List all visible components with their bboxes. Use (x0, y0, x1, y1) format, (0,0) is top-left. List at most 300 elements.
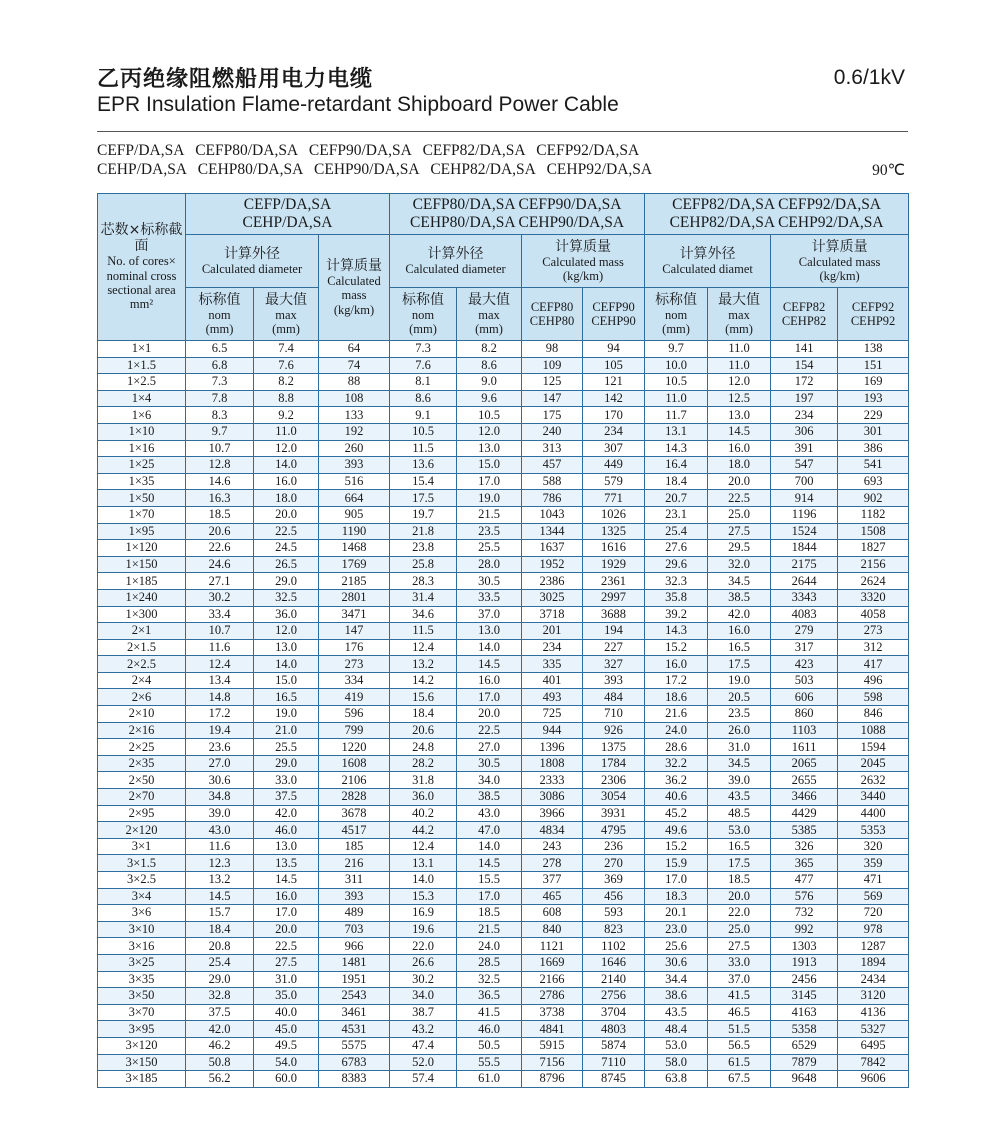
table-row (98, 407, 909, 424)
table-cell: 3718 (522, 606, 583, 623)
table-cell: 2655 (771, 772, 838, 789)
table-cell: 10.5 (645, 374, 708, 391)
table-cell: 11.0 (708, 357, 771, 374)
table-cell: 36.5 (457, 988, 522, 1005)
table-row (98, 888, 909, 905)
table-cell: 2045 (838, 755, 909, 772)
table-cell: 20.1 (645, 905, 708, 922)
table-cell: 176 (319, 639, 390, 656)
table-row (98, 440, 909, 457)
table-cell: 27.5 (254, 954, 319, 971)
table-cell: 53.0 (708, 822, 771, 839)
table-cell: 359 (838, 855, 909, 872)
table-cell: 25.8 (390, 556, 457, 573)
row-label-cell: 1×95 (98, 523, 186, 540)
table-cell: 13.0 (254, 639, 319, 656)
table-cell: 13.1 (390, 855, 457, 872)
table-cell: 32.3 (645, 573, 708, 590)
table-cell: 31.8 (390, 772, 457, 789)
table-cell: 15.6 (390, 689, 457, 706)
table-cell: 34.6 (390, 606, 457, 623)
table-cell: 732 (771, 905, 838, 922)
table-cell: 29.5 (708, 540, 771, 557)
table-cell: 14.5 (457, 855, 522, 872)
table-row (98, 540, 909, 557)
table-cell: 142 (583, 390, 645, 407)
table-cell: 43.0 (457, 805, 522, 822)
table-cell: 10.0 (645, 357, 708, 374)
table-cell: 25.5 (457, 540, 522, 557)
table-cell: 720 (838, 905, 909, 922)
table-cell: 193 (838, 390, 909, 407)
table-cell: 13.2 (390, 656, 457, 673)
table-row (98, 772, 909, 789)
table-cell: 94 (583, 341, 645, 358)
table-cell: 45.0 (254, 1021, 319, 1038)
table-cell: 588 (522, 473, 583, 490)
table-cell: 169 (838, 374, 909, 391)
table-cell: 11.7 (645, 407, 708, 424)
row-label-cell: 1×10 (98, 423, 186, 440)
table-cell: 2175 (771, 556, 838, 573)
table-cell: 1481 (319, 954, 390, 971)
table-cell: 1894 (838, 954, 909, 971)
table-cell: 7879 (771, 1054, 838, 1071)
table-cell: 703 (319, 921, 390, 938)
table-cell: 2306 (583, 772, 645, 789)
table-cell: 20.0 (708, 888, 771, 905)
table-cell: 13.0 (457, 623, 522, 640)
table-cell: 2185 (319, 573, 390, 590)
table-cell: 6783 (319, 1054, 390, 1071)
header-max-3: 最大值 max (mm) (708, 288, 771, 341)
table-cell: 141 (771, 341, 838, 358)
table-cell: 29.0 (254, 573, 319, 590)
table-cell: 2333 (522, 772, 583, 789)
table-cell: 1102 (583, 938, 645, 955)
table-cell: 393 (583, 672, 645, 689)
table-cell: 16.0 (708, 623, 771, 640)
table-cell: 3466 (771, 789, 838, 806)
table-cell: 14.0 (390, 872, 457, 889)
table-cell: 11.0 (708, 341, 771, 358)
table-row (98, 971, 909, 988)
table-cell: 16.5 (708, 838, 771, 855)
table-cell: 579 (583, 473, 645, 490)
table-cell: 17.0 (254, 905, 319, 922)
model-list-line-1: CEFP/DA,SA CEFP80/DA,SA CEFP90/DA,SA CEFP82/DA,SA CEFP92/DA,SA (97, 142, 640, 159)
table-cell: 151 (838, 357, 909, 374)
table-cell: 21.5 (457, 506, 522, 523)
table-cell: 33.4 (186, 606, 254, 623)
table-cell: 40.6 (645, 789, 708, 806)
row-label-cell: 1×150 (98, 556, 186, 573)
table-cell: 48.4 (645, 1021, 708, 1038)
row-label-cell: 1×1 (98, 341, 186, 358)
table-cell: 34.0 (457, 772, 522, 789)
table-cell: 1784 (583, 755, 645, 772)
table-cell: 229 (838, 407, 909, 424)
table-cell: 978 (838, 921, 909, 938)
table-cell: 49.6 (645, 822, 708, 839)
table-cell: 19.0 (254, 706, 319, 723)
table-cell: 15.7 (186, 905, 254, 922)
table-cell: 13.4 (186, 672, 254, 689)
row-label-cell: 3×1.5 (98, 855, 186, 872)
table-cell: 18.0 (254, 490, 319, 507)
table-cell: 902 (838, 490, 909, 507)
table-cell: 1344 (522, 523, 583, 540)
table-cell: 40.2 (390, 805, 457, 822)
table-cell: 52.0 (390, 1054, 457, 1071)
table-cell: 2106 (319, 772, 390, 789)
table-cell: 25.0 (708, 921, 771, 938)
table-cell: 19.0 (708, 672, 771, 689)
table-cell: 9.2 (254, 407, 319, 424)
table-cell: 15.3 (390, 888, 457, 905)
table-cell: 393 (319, 888, 390, 905)
table-cell: 5915 (522, 1037, 583, 1054)
table-cell: 1608 (319, 755, 390, 772)
table-cell: 2624 (838, 573, 909, 590)
model-list-line-2: CEHP/DA,SA CEHP80/DA,SA CEHP90/DA,SA CEHP82/DA,SA CEHP92/DA,SA (97, 161, 653, 178)
table-cell: 38.6 (645, 988, 708, 1005)
table-row (98, 1021, 909, 1038)
table-cell: 12.0 (254, 623, 319, 640)
table-cell: 47.4 (390, 1037, 457, 1054)
table-cell: 14.3 (645, 440, 708, 457)
table-cell: 3440 (838, 789, 909, 806)
table-cell: 34.5 (708, 573, 771, 590)
row-label-cell: 3×35 (98, 971, 186, 988)
table-cell: 2361 (583, 573, 645, 590)
table-cell: 14.5 (186, 888, 254, 905)
table-cell: 41.5 (457, 1004, 522, 1021)
table-cell: 43.5 (645, 1004, 708, 1021)
row-label-cell: 3×25 (98, 954, 186, 971)
table-cell: 20.7 (645, 490, 708, 507)
table-cell: 25.6 (645, 938, 708, 955)
table-cell: 2644 (771, 573, 838, 590)
table-cell: 320 (838, 838, 909, 855)
table-cell: 20.8 (186, 938, 254, 955)
table-cell: 19.6 (390, 921, 457, 938)
row-label-cell: 2×16 (98, 722, 186, 739)
table-cell: 606 (771, 689, 838, 706)
table-cell: 569 (838, 888, 909, 905)
table-cell: 608 (522, 905, 583, 922)
table-cell: 417 (838, 656, 909, 673)
table-cell: 18.4 (645, 473, 708, 490)
row-label-cell: 3×185 (98, 1071, 186, 1088)
header-calc-diameter-3: 计算外径 Calculated diamet (645, 235, 771, 288)
header-calc-diameter-1: 计算外径 Calculated diameter (186, 235, 319, 288)
table-cell: 914 (771, 490, 838, 507)
table-cell: 67.5 (708, 1071, 771, 1088)
table-cell: 1827 (838, 540, 909, 557)
table-cell: 22.5 (457, 722, 522, 739)
table-cell: 273 (319, 656, 390, 673)
table-cell: 3461 (319, 1004, 390, 1021)
table-cell: 22.0 (708, 905, 771, 922)
table-cell: 306 (771, 423, 838, 440)
header-calc-mass-3: 计算质量 Calculated mass (kg/km) (771, 235, 909, 288)
table-cell: 377 (522, 872, 583, 889)
table-body (98, 341, 909, 1088)
table-cell: 9.1 (390, 407, 457, 424)
table-cell: 30.5 (457, 573, 522, 590)
row-label-cell: 3×95 (98, 1021, 186, 1038)
table-cell: 16.5 (254, 689, 319, 706)
table-cell: 14.3 (645, 623, 708, 640)
table-cell: 17.0 (457, 888, 522, 905)
table-cell: 25.0 (708, 506, 771, 523)
table-cell: 456 (583, 888, 645, 905)
row-label-cell: 2×6 (98, 689, 186, 706)
table-cell: 3054 (583, 789, 645, 806)
table-cell: 38.7 (390, 1004, 457, 1021)
table-cell: 393 (319, 457, 390, 474)
table-cell: 32.0 (708, 556, 771, 573)
table-cell: 1287 (838, 938, 909, 955)
table-cell: 58.0 (645, 1054, 708, 1071)
table-cell: 391 (771, 440, 838, 457)
table-cell: 44.2 (390, 822, 457, 839)
table-cell: 29.6 (645, 556, 708, 573)
table-cell: 38.5 (457, 789, 522, 806)
table-cell: 105 (583, 357, 645, 374)
title-chinese: 乙丙绝缘阻燃船用电力电缆 (97, 67, 374, 92)
header-nom-2: 标称值 nom (mm) (390, 288, 457, 341)
table-cell: 4400 (838, 805, 909, 822)
table-cell: 14.6 (186, 473, 254, 490)
table-cell: 37.5 (254, 789, 319, 806)
table-cell: 27.1 (186, 573, 254, 590)
temperature-rating: 90℃ (872, 162, 905, 179)
table-row (98, 357, 909, 374)
table-cell: 576 (771, 888, 838, 905)
table-cell: 334 (319, 672, 390, 689)
table-cell: 13.6 (390, 457, 457, 474)
table-cell: 7842 (838, 1054, 909, 1071)
table-cell: 11.5 (390, 440, 457, 457)
row-label-cell: 3×1 (98, 838, 186, 855)
table-row (98, 506, 909, 523)
table-cell: 11.5 (390, 623, 457, 640)
table-cell: 56.2 (186, 1071, 254, 1088)
table-cell: 18.5 (708, 872, 771, 889)
table-cell: 12.4 (390, 639, 457, 656)
table-cell: 240 (522, 423, 583, 440)
table-cell: 30.2 (390, 971, 457, 988)
table-cell: 23.0 (645, 921, 708, 938)
table-cell: 24.5 (254, 540, 319, 557)
table-cell: 2456 (771, 971, 838, 988)
table-cell: 28.5 (457, 954, 522, 971)
table-cell: 279 (771, 623, 838, 640)
table-cell: 1196 (771, 506, 838, 523)
header-model-90: CEFP90 CEHP90 (583, 288, 645, 341)
table-cell: 18.0 (708, 457, 771, 474)
table-row (98, 1037, 909, 1054)
table-cell: 147 (522, 390, 583, 407)
table-cell: 22.5 (708, 490, 771, 507)
table-cell: 5874 (583, 1037, 645, 1054)
header-model-92: CEFP92 CEHP92 (838, 288, 909, 341)
table-row (98, 523, 909, 540)
header-nom-1: 标称值 nom (mm) (186, 288, 254, 341)
table-cell: 20.6 (186, 523, 254, 540)
table-cell: 37.5 (186, 1004, 254, 1021)
table-cell: 39.0 (186, 805, 254, 822)
table-cell: 23.1 (645, 506, 708, 523)
table-cell: 4795 (583, 822, 645, 839)
table-cell: 23.5 (457, 523, 522, 540)
row-label-cell: 1×70 (98, 506, 186, 523)
table-cell: 10.7 (186, 623, 254, 640)
table-cell: 771 (583, 490, 645, 507)
table-cell: 14.5 (254, 872, 319, 889)
table-cell: 905 (319, 506, 390, 523)
table-cell: 46.0 (254, 822, 319, 839)
table-cell: 38.5 (708, 589, 771, 606)
row-label-cell: 1×1.5 (98, 357, 186, 374)
table-cell: 37.0 (457, 606, 522, 623)
table-cell: 700 (771, 473, 838, 490)
table-cell: 5327 (838, 1021, 909, 1038)
table-cell: 270 (583, 855, 645, 872)
table-cell: 227 (583, 639, 645, 656)
table-cell: 13.2 (186, 872, 254, 889)
table-cell: 194 (583, 623, 645, 640)
table-cell: 21.0 (254, 722, 319, 739)
table-cell: 27.6 (645, 540, 708, 557)
table-row (98, 639, 909, 656)
header-calc-mass-2: 计算质量 Calculated mass (kg/km) (522, 235, 645, 288)
table-cell: 32.2 (645, 755, 708, 772)
table-cell: 1325 (583, 523, 645, 540)
table-cell: 14.0 (457, 838, 522, 855)
table-row (98, 573, 909, 590)
table-cell: 7.3 (390, 341, 457, 358)
table-cell: 201 (522, 623, 583, 640)
table-row (98, 954, 909, 971)
table-cell: 1396 (522, 739, 583, 756)
header-group-cefp80-90: CEFP80/DA,SA CEFP90/DA,SA CEHP80/DA,SA CEHP90/DA,SA (390, 194, 645, 235)
table-cell: 33.0 (254, 772, 319, 789)
table-cell: 1524 (771, 523, 838, 540)
row-label-cell: 1×6 (98, 407, 186, 424)
table-cell: 725 (522, 706, 583, 723)
table-cell: 37.0 (708, 971, 771, 988)
table-cell: 45.2 (645, 805, 708, 822)
table-cell: 53.0 (645, 1037, 708, 1054)
table-cell: 3966 (522, 805, 583, 822)
table-cell: 15.4 (390, 473, 457, 490)
table-cell: 2386 (522, 573, 583, 590)
table-cell: 12.5 (708, 390, 771, 407)
table-cell: 593 (583, 905, 645, 922)
table-cell: 6.8 (186, 357, 254, 374)
table-cell: 5353 (838, 822, 909, 839)
table-cell: 2828 (319, 789, 390, 806)
table-cell: 31.0 (254, 971, 319, 988)
table-cell: 9.7 (186, 423, 254, 440)
voltage-rating: 0.6/1kV (833, 66, 905, 89)
table-cell: 365 (771, 855, 838, 872)
table-cell: 30.6 (186, 772, 254, 789)
table-cell: 14.5 (708, 423, 771, 440)
table-row (98, 855, 909, 872)
table-cell: 55.5 (457, 1054, 522, 1071)
table-row (98, 822, 909, 839)
header-cores-section: 芯数×标称截面 No. of cores× nominal cross sectional area mm² (98, 194, 186, 341)
table-cell: 29.0 (186, 971, 254, 988)
table-cell: 311 (319, 872, 390, 889)
row-label-cell: 2×25 (98, 739, 186, 756)
table-cell: 1468 (319, 540, 390, 557)
table-cell: 15.0 (457, 457, 522, 474)
table-cell: 8796 (522, 1071, 583, 1088)
table-cell: 2166 (522, 971, 583, 988)
table-cell: 1182 (838, 506, 909, 523)
row-label-cell: 3×4 (98, 888, 186, 905)
table-cell: 840 (522, 921, 583, 938)
table-cell: 18.4 (390, 706, 457, 723)
table-cell: 273 (838, 623, 909, 640)
table-cell: 3320 (838, 589, 909, 606)
table-cell: 664 (319, 490, 390, 507)
table-cell: 457 (522, 457, 583, 474)
table-cell: 465 (522, 888, 583, 905)
table-cell: 26.0 (708, 722, 771, 739)
table-cell: 1043 (522, 506, 583, 523)
table-cell: 16.3 (186, 490, 254, 507)
table-cell: 9606 (838, 1071, 909, 1088)
table-cell: 16.4 (645, 457, 708, 474)
table-cell: 43.5 (708, 789, 771, 806)
table-cell: 19.7 (390, 506, 457, 523)
table-cell: 326 (771, 838, 838, 855)
table-cell: 147 (319, 623, 390, 640)
row-label-cell: 3×10 (98, 921, 186, 938)
table-cell: 17.0 (457, 473, 522, 490)
table-cell: 1951 (319, 971, 390, 988)
table-cell: 2156 (838, 556, 909, 573)
table-cell: 36.2 (645, 772, 708, 789)
table-cell: 1611 (771, 739, 838, 756)
table-cell: 2140 (583, 971, 645, 988)
table-cell: 1952 (522, 556, 583, 573)
table-cell: 7.3 (186, 374, 254, 391)
table-cell: 471 (838, 872, 909, 889)
table-row (98, 988, 909, 1005)
header-calc-mass-1: 计算质量 Calculated mass (kg/km) (319, 235, 390, 341)
table-cell: 32.5 (254, 589, 319, 606)
table-cell: 496 (838, 672, 909, 689)
table-cell: 12.4 (186, 656, 254, 673)
table-cell: 10.5 (390, 423, 457, 440)
table-row (98, 672, 909, 689)
table-cell: 197 (771, 390, 838, 407)
table-cell: 13.0 (457, 440, 522, 457)
table-cell: 449 (583, 457, 645, 474)
table-cell: 34.4 (645, 971, 708, 988)
table-cell: 7.8 (186, 390, 254, 407)
table-cell: 18.6 (645, 689, 708, 706)
table-cell: 49.5 (254, 1037, 319, 1054)
table-cell: 15.0 (254, 672, 319, 689)
